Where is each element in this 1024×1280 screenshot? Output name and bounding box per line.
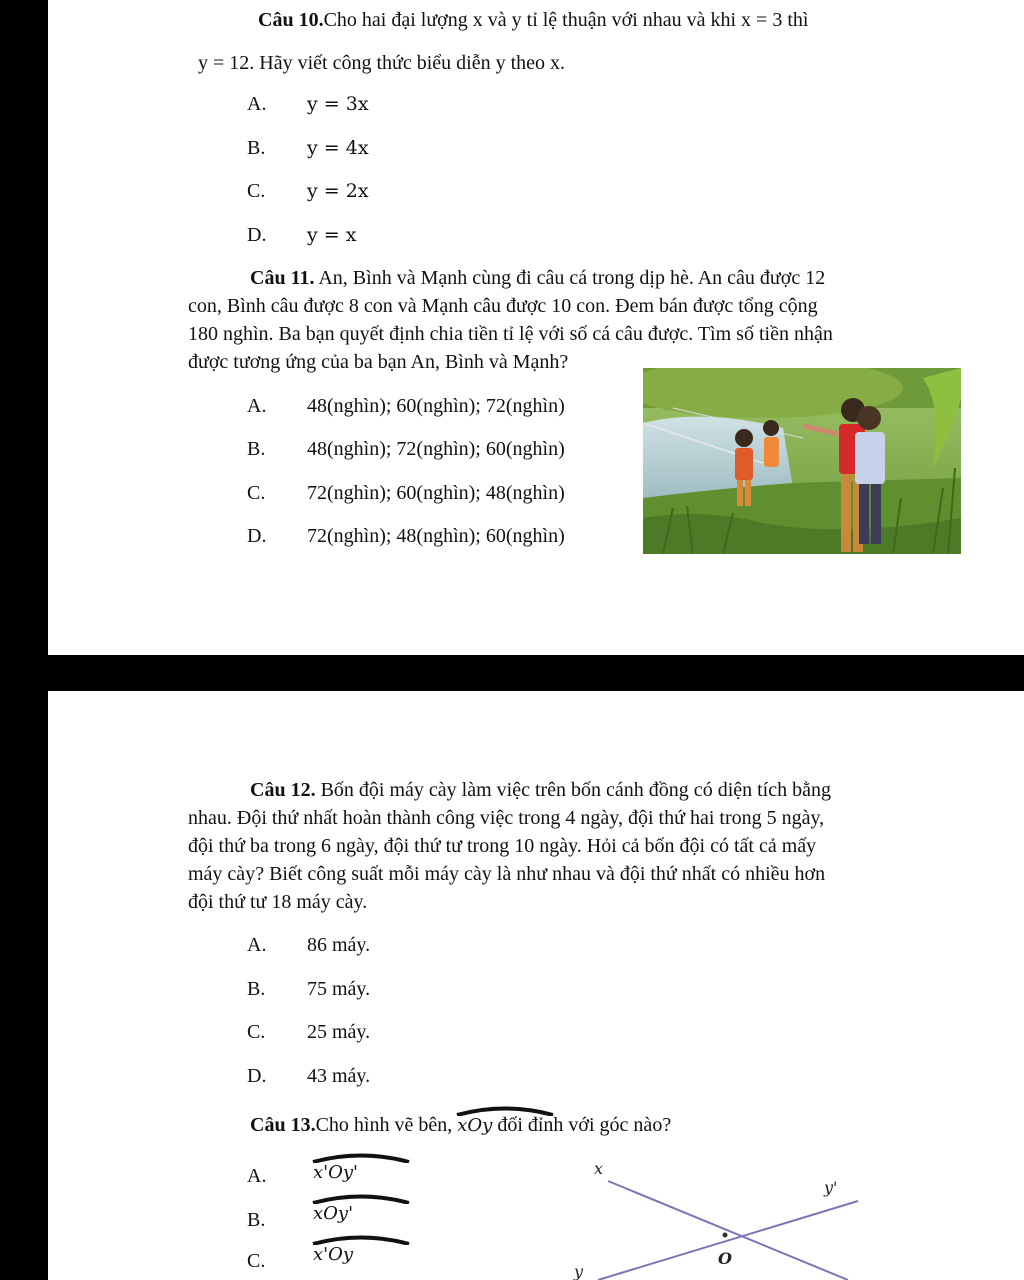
q10-option-a-letter: A. [247, 93, 267, 115]
point-o [723, 1233, 728, 1238]
q13-text-before: Cho hình vẽ bên, [315, 1114, 458, 1136]
q11-option-c-letter: C. [247, 482, 266, 504]
page-top [48, 0, 1024, 655]
fishing-children-photo [643, 368, 961, 554]
q12-option-c[interactable]: 25 máy. [307, 1021, 371, 1043]
q11-option-a-letter: A. [247, 395, 267, 417]
angle-hat-icon [455, 1106, 555, 1116]
q13-text-after: đối đỉnh với góc nào? [492, 1114, 672, 1136]
q12-text-line5: đội thứ tư 18 máy cày. [188, 891, 368, 913]
q13-angle-text: xOy [457, 1115, 493, 1136]
q11-option-a[interactable]: 48(nghìn); 60(nghìn); 72(nghìn) [307, 395, 565, 417]
q11-label: Câu 11. [250, 267, 315, 289]
q12-option-a[interactable]: 86 máy. [307, 934, 371, 956]
q11-stem-line1 [250, 264, 825, 292]
q13-option-b[interactable] [313, 1202, 353, 1225]
fishing-scene-illustration [643, 368, 961, 554]
q11-text-line4: được tương ứng của ba bạn An, Bình và Mạnh? [188, 351, 569, 373]
q11-option-c[interactable]: 72(nghìn); 60(nghìn); 48(nghìn) [307, 482, 565, 504]
q13-option-b-letter: B. [247, 1209, 266, 1231]
q13-option-c-text: x'Oy [313, 1244, 354, 1265]
q10-text-line2: y = 12. Hãy viết công thức biểu diễn y theo x. [198, 52, 566, 74]
q13-stem [250, 1113, 671, 1137]
q13-option-a-angle [313, 1162, 358, 1183]
q12-option-d-letter: D. [247, 1065, 267, 1087]
q11-text-line2: con, Bình câu được 8 con và Mạnh câu được 10 con. Đem bán được tổng cộng [188, 295, 818, 317]
q12-option-c-letter: C. [247, 1021, 266, 1043]
q12-option-b[interactable]: 75 máy. [307, 978, 371, 1000]
q12-option-d[interactable]: 43 máy. [307, 1065, 371, 1087]
label-o: O [718, 1249, 732, 1268]
q11-text-line3: 180 nghìn. Ba bạn quyết định chia tiền tỉ lệ với số cá câu được. Tìm số tiền nhận [188, 323, 833, 345]
q10-text-line1: Cho hai đại lượng x và y tỉ lệ thuận với nhau và khi x = 3 thì [323, 9, 809, 31]
q13-option-c[interactable] [313, 1243, 353, 1266]
q11-option-b[interactable]: 48(nghìn); 72(nghìn); 60(nghìn) [307, 438, 565, 460]
angle-hat-icon [311, 1153, 411, 1163]
q12-text-line3: đội thứ ba trong 6 ngày, đội thứ tư trong 10 ngày. Hỏi cả bốn đội có tất cả mấy [188, 835, 817, 857]
q12-option-a-letter: A. [247, 934, 267, 956]
q12-stem-line1 [250, 776, 831, 804]
q10-option-c-letter: C. [247, 180, 266, 202]
q10-option-a[interactable]: y = 3x [307, 93, 369, 115]
label-y: y [574, 1262, 584, 1280]
q10-label: Câu 10. [258, 9, 324, 31]
q11-option-d[interactable]: 72(nghìn); 48(nghìn); 60(nghìn) [307, 525, 565, 547]
q10-option-c[interactable]: y = 2x [307, 180, 369, 202]
q12-text-line4: máy cày? Biết công suất mỗi máy cày là như nhau và đội thứ nhất có nhiều hơn [188, 863, 826, 885]
q10-option-d[interactable]: y = x [307, 224, 357, 246]
q11-option-d-letter: D. [247, 525, 267, 547]
q12-text-line1: Bốn đội máy cày làm việc trên bốn cánh đồng có diện tích bằng [315, 779, 831, 801]
q13-option-a-text: x'Oy' [313, 1162, 358, 1183]
q10-stem-line1 [258, 8, 808, 32]
q12-option-b-letter: B. [247, 978, 266, 1000]
q13-option-b-text: xOy' [313, 1203, 354, 1224]
q11-text-line1: An, Bình và Mạnh cùng đi câu cá trong dịp hè. An câu được 12 [314, 267, 826, 289]
q13-angle-xoy [457, 1115, 492, 1137]
q13-label: Câu 13. [250, 1114, 316, 1136]
q10-option-b[interactable]: y = 4x [307, 137, 369, 159]
label-y-prime: y' [824, 1178, 838, 1197]
q13-option-c-angle [313, 1244, 353, 1265]
q12-text-line2: nhau. Đội thứ nhất hoàn thành công việc trong 4 ngày, đội thứ hai trong 5 ngày, [188, 807, 825, 829]
q13-option-b-angle [313, 1203, 353, 1224]
angle-hat-icon [311, 1235, 411, 1245]
q11-option-b-letter: B. [247, 438, 266, 460]
angle-figure [558, 1151, 878, 1280]
angle-hat-icon [311, 1194, 411, 1204]
q13-option-a[interactable] [313, 1161, 358, 1184]
q10-option-d-letter: D. [247, 224, 267, 246]
page-bottom [48, 691, 1024, 1280]
q10-option-b-letter: B. [247, 137, 266, 159]
label-x: x [594, 1159, 604, 1178]
q13-option-c-letter: C. [247, 1250, 266, 1272]
q12-label: Câu 12. [250, 779, 316, 801]
q13-option-a-letter: A. [247, 1165, 267, 1187]
